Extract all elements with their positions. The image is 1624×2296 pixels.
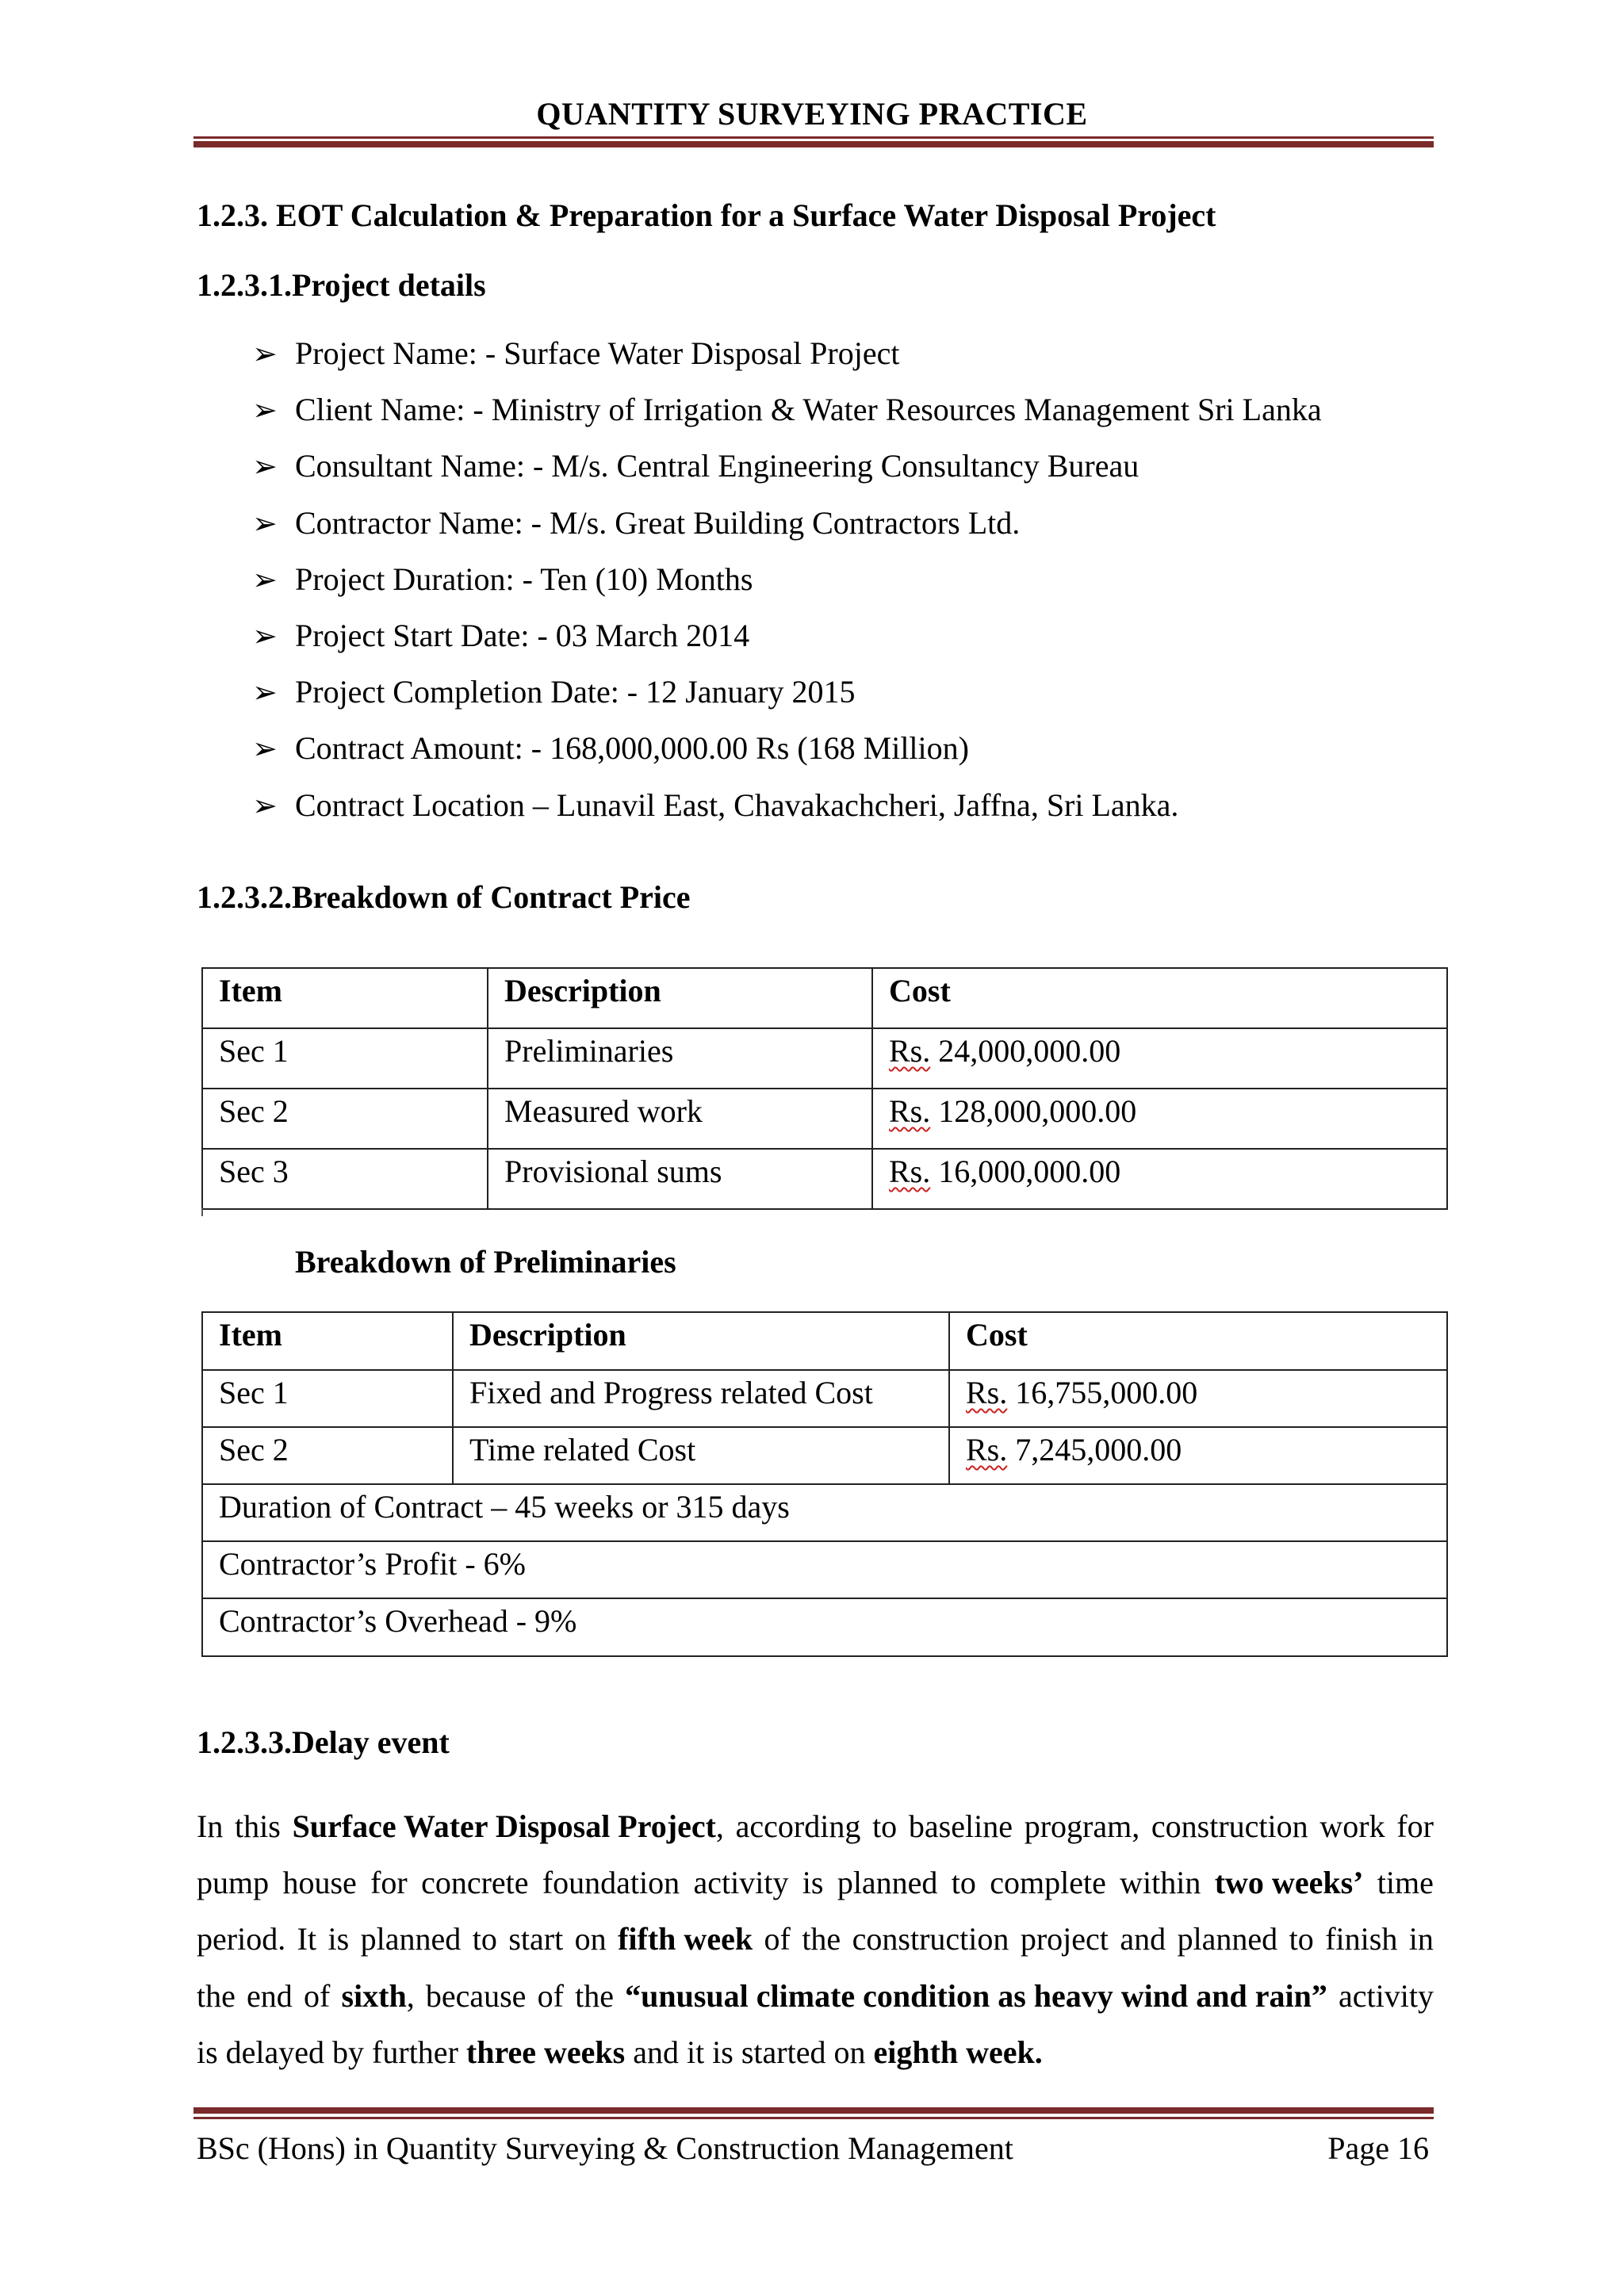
punctuation: , (406, 1977, 415, 2014)
cell-cost (949, 1427, 1447, 1484)
word: complete (990, 1865, 1106, 1901)
punctuation: , (715, 1808, 724, 1844)
word: for (370, 1865, 408, 1901)
cell-item: Sec 2 (202, 1427, 453, 1484)
bold-phrase: two weeks’ (1214, 1865, 1364, 1901)
table-note-row (202, 1484, 1447, 1541)
arrow-bullet-icon: ➢ (252, 449, 278, 484)
cell-description: Provisional sums (488, 1149, 872, 1209)
note-profit: Contractor’s Profit - 6% (202, 1541, 1447, 1598)
section-heading: 1.2.3. EOT Calculation & Preparation for a Surface Water Disposal Project (197, 197, 1216, 233)
word: activity (693, 1865, 789, 1901)
cell-cost (949, 1370, 1447, 1427)
column-header-description: Description (453, 1312, 949, 1370)
cell-cost (872, 1089, 1447, 1149)
table-header-row (202, 968, 1447, 1028)
cell-item: Sec 2 (202, 1089, 488, 1149)
cell-item: Sec 1 (202, 1370, 453, 1427)
cost-value: 24,000,000.00 (930, 1033, 1121, 1069)
list-item-text: Project Name: - Surface Water Disposal Project (295, 335, 900, 371)
cost-prefix: Rs. (889, 1093, 931, 1129)
list-item-text: Client Name: - Ministry of Irrigation & Water Resources Management Sri Lanka (295, 392, 1322, 428)
word: of (537, 1977, 564, 2014)
cell-cost (872, 1149, 1447, 1209)
paragraph-line (197, 1854, 1434, 1911)
word: of (303, 1977, 331, 2014)
word: this (235, 1808, 281, 1844)
cost-prefix: Rs. (889, 1033, 931, 1069)
word (293, 1798, 724, 1854)
cost-value: 7,245,000.00 (1007, 1432, 1182, 1468)
cost-value: 16,000,000.00 (930, 1154, 1121, 1189)
word: on (574, 1921, 607, 1957)
contract-price-table (201, 967, 1448, 1210)
word: It (297, 1921, 317, 1957)
cell-item: Sec 1 (202, 1028, 488, 1089)
word: period. (197, 1921, 286, 1957)
word: planned (1177, 1921, 1278, 1957)
word: for (1396, 1808, 1434, 1844)
page-number: Page 16 (1327, 2130, 1429, 2166)
column-header-item: Item (202, 1312, 453, 1370)
word: because (425, 1977, 527, 2014)
preliminaries-table (201, 1311, 1448, 1657)
cost-prefix: Rs. (966, 1375, 1008, 1410)
bold-phrase: eighth week. (873, 2034, 1043, 2070)
word: start (508, 1921, 564, 1957)
column-header-description: Description (488, 968, 872, 1028)
footer-course-title: BSc (Hons) in Quantity Surveying & Construction Management (197, 2130, 1013, 2166)
paragraph-line (197, 2024, 1434, 2080)
header-rule-thin (193, 136, 1434, 139)
table-note-row (202, 1598, 1447, 1656)
cell-cost (872, 1028, 1447, 1089)
word: is (327, 1921, 350, 1957)
word: planned (360, 1921, 462, 1957)
arrow-bullet-icon: ➢ (252, 561, 278, 597)
word: program, (1024, 1808, 1140, 1844)
word: baseline (908, 1808, 1013, 1844)
table-edge-mark (201, 1208, 203, 1216)
arrow-bullet-icon: ➢ (252, 731, 278, 767)
project-details-heading: 1.2.3.1.Project details (197, 267, 486, 303)
column-header-item: Item (202, 968, 488, 1028)
footer-rule-thin (193, 2117, 1434, 2119)
word: according (735, 1808, 861, 1844)
table-row (202, 1427, 1447, 1484)
arrow-bullet-icon: ➢ (252, 336, 278, 371)
list-item-text: Consultant Name: - M/s. Central Engineering Consultancy Bureau (295, 448, 1139, 484)
table-note-row (202, 1541, 1447, 1598)
word: planned (837, 1865, 938, 1901)
word: house (282, 1865, 357, 1901)
list-item-text: Project Start Date: - 03 March 2014 (295, 617, 750, 653)
word: of (764, 1921, 791, 1957)
cost-value: 16,755,000.00 (1007, 1375, 1198, 1410)
table-row (202, 1028, 1447, 1089)
paragraph-line (197, 1798, 1434, 1854)
cell-description: Fixed and Progress related Cost (453, 1370, 949, 1427)
word: to (951, 1865, 976, 1901)
word: the (802, 1921, 841, 1957)
word: foundation (542, 1865, 680, 1901)
word: concrete (421, 1865, 529, 1901)
bold-phrase: sixth (341, 1977, 407, 2014)
word: time (1377, 1865, 1434, 1901)
column-header-cost: Cost (872, 968, 1447, 1028)
word: is (802, 1865, 824, 1901)
delay-event-heading: 1.2.3.3.Delay event (197, 1724, 450, 1760)
cost-prefix: Rs. (966, 1432, 1008, 1468)
word: to (872, 1808, 898, 1844)
list-item-text: Project Completion Date: - 12 January 2015 (295, 674, 856, 710)
bold-phrase: fifth week (618, 1921, 753, 1957)
word: end (247, 1977, 293, 2014)
word: to (1289, 1921, 1314, 1957)
cell-item: Sec 3 (202, 1149, 488, 1209)
word: construction (852, 1921, 1009, 1957)
cell-description: Preliminaries (488, 1028, 872, 1089)
list-item-text: Contractor Name: - M/s. Great Building Contractors Ltd. (295, 504, 1021, 541)
cell-description: Time related Cost (453, 1427, 949, 1484)
delay-event-paragraph (197, 1798, 1434, 2080)
note-duration: Duration of Contract – 45 weeks or 315 days (202, 1484, 1447, 1541)
arrow-bullet-icon: ➢ (252, 618, 278, 653)
arrow-bullet-icon: ➢ (252, 675, 278, 710)
bold-phrase: “unusual climate condition as heavy wind and rain” (625, 1977, 1327, 2014)
header-rule-thick (193, 141, 1434, 147)
word: and (1120, 1921, 1166, 1957)
word: to (472, 1921, 497, 1957)
text-run: and it is started on (633, 2034, 866, 2070)
word: work (1320, 1808, 1385, 1844)
list-item-text: Contract Amount: - 168,000,000.00 Rs (168 Million) (295, 730, 969, 767)
column-header-cost: Cost (949, 1312, 1447, 1370)
word: within (1120, 1865, 1201, 1901)
word: the (575, 1977, 614, 2014)
paragraph-line (197, 1968, 1434, 2024)
project-name-bold: Surface Water Disposal Project (292, 1808, 716, 1844)
footer-rule-thick (193, 2107, 1434, 2114)
arrow-bullet-icon: ➢ (252, 787, 278, 823)
cell-description: Measured work (488, 1089, 872, 1149)
text-run: is delayed by further (197, 2034, 458, 2070)
word: the (197, 1977, 236, 2014)
word: project (1020, 1921, 1109, 1957)
cost-prefix: Rs. (889, 1154, 931, 1189)
note-overhead: Contractor’s Overhead - 9% (202, 1598, 1447, 1656)
word (341, 1968, 414, 2024)
table-row (202, 1370, 1447, 1427)
word: In (197, 1808, 224, 1844)
table-header-row (202, 1312, 1447, 1370)
breakdown-heading: 1.2.3.2.Breakdown of Contract Price (197, 879, 691, 915)
word: pump (197, 1865, 270, 1901)
list-item-text: Project Duration: - Ten (10) Months (295, 561, 753, 597)
page-header-title: QUANTITY SURVEYING PRACTICE (536, 96, 1088, 132)
word: finish (1325, 1921, 1398, 1957)
prelims-table-title: Breakdown of Preliminaries (295, 1244, 676, 1280)
word: in (1408, 1921, 1434, 1957)
cost-value: 128,000,000.00 (930, 1093, 1137, 1129)
bold-phrase: three weeks (465, 2034, 626, 2070)
table-row (202, 1089, 1447, 1149)
table-row (202, 1149, 1447, 1209)
word: activity (1339, 1977, 1434, 2014)
paragraph-line (197, 1911, 1434, 1967)
arrow-bullet-icon: ➢ (252, 505, 278, 541)
word: construction (1151, 1808, 1308, 1844)
arrow-bullet-icon: ➢ (252, 392, 278, 428)
list-item-text: Contract Location – Lunavil East, Chavakachcheri, Jaffna, Sri Lanka. (295, 786, 1179, 823)
